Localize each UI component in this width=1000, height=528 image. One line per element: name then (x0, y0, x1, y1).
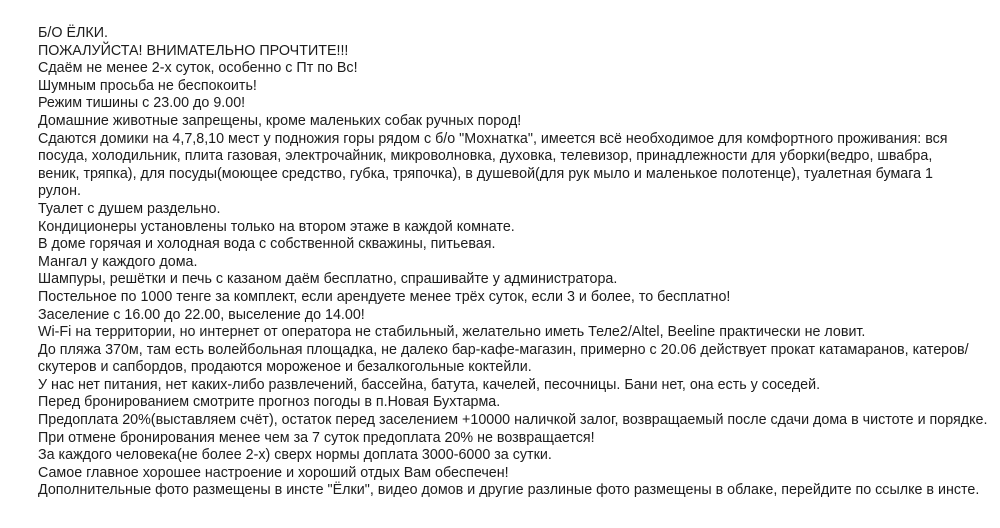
doc-line-12: Шампуры, решётки и печь с казаном даём бесплатно, спрашивайте у администратора. (38, 271, 618, 288)
doc-line-6: Домашние животные запрещены, кроме маленьких собак ручных пород! (38, 112, 522, 129)
doc-line-18: Перед бронированием смотрите прогноз погоды в п.Новая Бухтарма. (38, 394, 501, 411)
doc-line-17: У нас нет питания, нет каких-либо развлечений, бассейна, батута, качелей, песочницы. Бани нет, она есть у соседей. (38, 376, 821, 393)
doc-line-15: Wi-Fi на территории, но интернет от оператора не стабильный, желательно иметь Теле2/Altel, Beeline практически не ловит. (38, 324, 866, 341)
doc-line-19: Предоплата 20%(выставляем счёт), остаток перед заселением +10000 наличкой залог, возвращаемый после сдачи дома в чистоте и порядке. (38, 412, 988, 429)
doc-line-1: Б/О ЁЛКИ. (38, 25, 108, 41)
doc-line-5: Режим тишины с 23.00 до 9.00! (38, 95, 246, 112)
doc-line-16: До пляжа 370м, там есть волейбольная площадка, не далеко бар-кафе-магазин, примерно с 20.06 действует прокат катамаранов, катеров/скутеров и сапбордов, продаются мороженое и безалкогольные коктейли. (38, 341, 969, 376)
doc-line-22: Самое главное хорошее настроение и хороший отдых Вам обеспечен! (38, 464, 509, 481)
doc-line-14: Заселение с 16.00 до 22.00, выселение до 14.00! (38, 306, 365, 323)
doc-line-13: Постельное по 1000 тенге за комплект, если арендуете менее трёх суток, если 3 и более, то бесплатно! (38, 288, 731, 305)
doc-line-8: Туалет с душем раздельно. (38, 200, 221, 217)
doc-line-21: За каждого человека(не более 2-х) сверх нормы доплата 3000-6000 за сутки. (38, 447, 552, 464)
doc-line-4: Шумным просьба не беспокоить! (38, 77, 257, 94)
doc-line-9: Кондиционеры установлены только на втором этаже в каждой комнате. (38, 218, 515, 235)
doc-line-23: Дополнительные фото размещены в инсте "Ёлки", видео домов и другие разлиные фото размещены в облаке, перейдите по ссылке в инсте. (38, 482, 980, 499)
doc-line-2: ПОЖАЛУЙСТА! ВНИМАТЕЛЬНО ПРОЧТИТЕ!!! (38, 42, 349, 59)
doc-line-3: Сдаём не менее 2-х суток, особенно с Пт по Вс! (38, 60, 358, 77)
doc-line-11: Мангал у каждого дома. (38, 253, 198, 270)
doc-line-10: В доме горячая и холодная вода с собственной скважины, питьевая. (38, 236, 496, 253)
doc-line-20: При отмене бронирования менее чем за 7 суток предоплата 20% не возвращается! (38, 429, 595, 446)
doc-line-7: Сдаются домики на 4,7,8,10 мест у подножия горы рядом с б/о "Мохнатка", имеется всё необходимое для комфортного проживания: вся посуда, холодильник, плита газовая, электрочайник, микроволновка, духовка, телевизор, принадлежности для уборки(ведро, швабра, веник, тряпка), для посуды(моющее средство, губка, тряпочка), в душевой(для рук мыло и маленькое полотенце), туалетная бумага 1 рулон. (38, 130, 948, 200)
